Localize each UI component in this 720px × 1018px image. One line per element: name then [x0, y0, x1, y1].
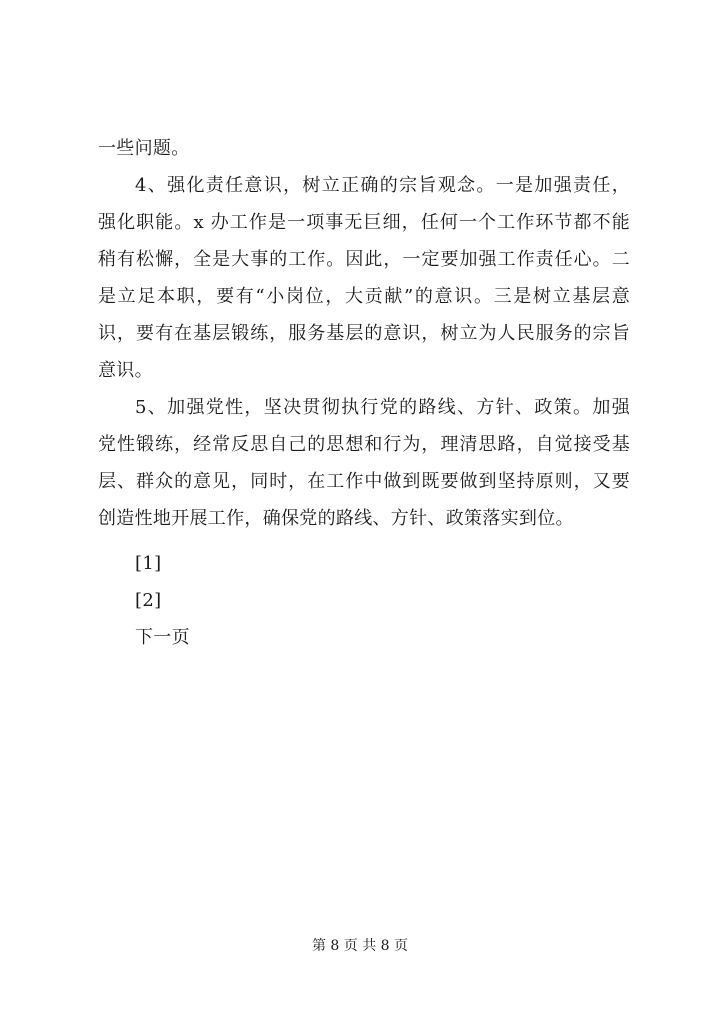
paragraph-line: 意识。 — [98, 360, 153, 381]
paragraph-line: 一些问题。 — [98, 138, 190, 159]
paragraph-line: 稍有松懈，全是大事的工作。因此，一定要加强工作责任心。二 — [98, 249, 630, 270]
paragraph-line: 识，要有在基层锻练，服务基层的意识，树立为人民服务的宗旨 — [98, 323, 630, 344]
paragraph-line: 强化职能。x 办工作是一项事无巨细，任何一个工作环节都不能 — [98, 212, 630, 233]
paragraph-line: 创造性地开展工作，确保党的路线、方针、政策落实到位。 — [98, 508, 574, 529]
paragraph-line: 5、加强党性，坚决贯彻执行党的路线、方针、政策。加强 — [135, 397, 630, 418]
document-body — [98, 130, 630, 656]
paragraph-line: 党性锻练，经常反思自己的思想和行为，理清思路，自觉接受基 — [98, 434, 630, 455]
next-page-link[interactable]: 下一页 — [135, 627, 190, 648]
page-link-1[interactable]: [1] — [135, 553, 162, 574]
page-footer: 第 8 页 共 8 页 — [311, 938, 409, 954]
paragraph-line: 是立足本职，要有“小岗位，大贡献”的意识。三是树立基层意 — [98, 286, 630, 307]
page-link-2[interactable]: [2] — [135, 590, 162, 611]
paragraph-line: 4、强化责任意识，树立正确的宗旨观念。一是加强责任， — [135, 175, 630, 196]
paragraph-line: 层、群众的意见，同时，在工作中做到既要做到坚持原则，又要 — [98, 471, 630, 492]
